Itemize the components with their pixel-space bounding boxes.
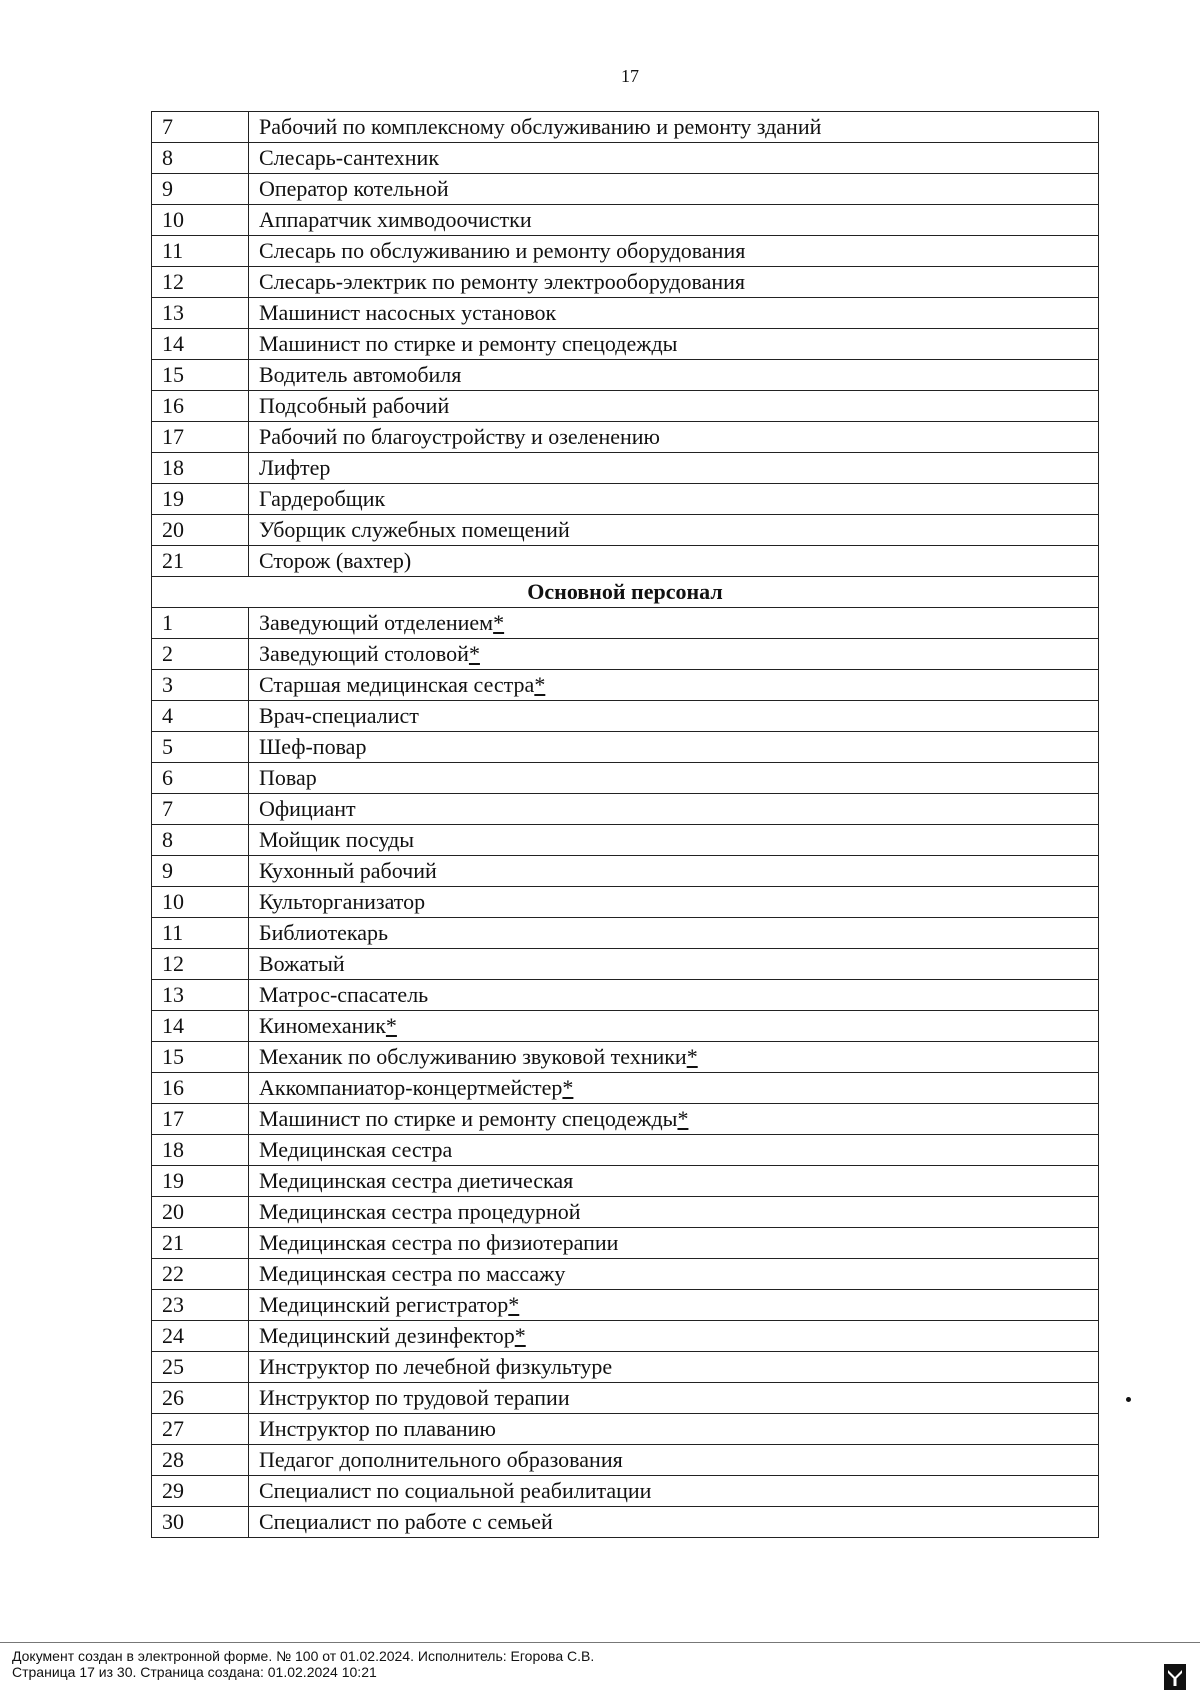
row-number: 17 bbox=[152, 1104, 249, 1135]
table-row bbox=[152, 236, 1099, 267]
table-body-after bbox=[152, 608, 1099, 1538]
row-number: 7 bbox=[152, 112, 249, 143]
table-row bbox=[152, 1383, 1099, 1414]
table-row bbox=[152, 825, 1099, 856]
table-row bbox=[152, 1073, 1099, 1104]
position-title: Медицинский дезинфектор bbox=[259, 1323, 515, 1348]
row-position-title bbox=[249, 825, 1099, 856]
table-row bbox=[152, 980, 1099, 1011]
position-title: Инструктор по трудовой терапии bbox=[259, 1385, 570, 1410]
row-number: 3 bbox=[152, 670, 249, 701]
row-number: 20 bbox=[152, 1197, 249, 1228]
footer-divider bbox=[0, 1642, 1200, 1643]
table-row bbox=[152, 1259, 1099, 1290]
table-row bbox=[152, 267, 1099, 298]
table-row bbox=[152, 143, 1099, 174]
row-position-title bbox=[249, 1135, 1099, 1166]
row-position-title bbox=[249, 918, 1099, 949]
row-position-title bbox=[249, 1352, 1099, 1383]
section-header: Основной персонал bbox=[152, 577, 1099, 608]
position-title: Мойщик посуды bbox=[259, 827, 415, 852]
position-title: Инструктор по лечебной физкультуре bbox=[259, 1354, 613, 1379]
table-row bbox=[152, 887, 1099, 918]
position-title: Киномеханик bbox=[259, 1013, 386, 1038]
row-position-title bbox=[249, 608, 1099, 639]
row-position-title bbox=[249, 794, 1099, 825]
position-title: Шеф-повар bbox=[259, 734, 367, 759]
row-number: 15 bbox=[152, 360, 249, 391]
row-number: 30 bbox=[152, 1507, 249, 1538]
table-row bbox=[152, 608, 1099, 639]
table-row bbox=[152, 1135, 1099, 1166]
row-position-title bbox=[249, 112, 1099, 143]
row-position-title bbox=[249, 1321, 1099, 1352]
row-number: 21 bbox=[152, 546, 249, 577]
row-number: 15 bbox=[152, 1042, 249, 1073]
footnote-asterisk: * bbox=[468, 641, 480, 666]
table-row bbox=[152, 112, 1099, 143]
row-number: 16 bbox=[152, 391, 249, 422]
table-row bbox=[152, 1197, 1099, 1228]
row-position-title bbox=[249, 484, 1099, 515]
table-body-before bbox=[152, 112, 1099, 577]
table-row bbox=[152, 391, 1099, 422]
row-number: 7 bbox=[152, 794, 249, 825]
table-row bbox=[152, 205, 1099, 236]
position-title: Лифтер bbox=[259, 455, 331, 480]
row-position-title bbox=[249, 1166, 1099, 1197]
position-title: Рабочий по комплексному обслуживанию и ремонту зданий bbox=[259, 114, 822, 139]
row-number: 16 bbox=[152, 1073, 249, 1104]
section-row bbox=[152, 577, 1099, 608]
row-number: 24 bbox=[152, 1321, 249, 1352]
footer-line-1: Документ создан в электронной форме. № 100 от 01.02.2024. Исполнитель: Егорова С.В. bbox=[12, 1648, 595, 1664]
row-position-title bbox=[249, 1290, 1099, 1321]
row-position-title bbox=[249, 1259, 1099, 1290]
footnote-asterisk: * bbox=[562, 1075, 574, 1100]
table-row bbox=[152, 918, 1099, 949]
position-title: Кухонный рабочий bbox=[259, 858, 437, 883]
position-title: Медицинская сестра процедурной bbox=[259, 1199, 581, 1224]
row-position-title bbox=[249, 329, 1099, 360]
staff-table bbox=[151, 111, 1099, 1538]
row-position-title bbox=[249, 1476, 1099, 1507]
position-title: Специалист по социальной реабилитации bbox=[259, 1478, 652, 1503]
row-number: 14 bbox=[152, 1011, 249, 1042]
row-number: 26 bbox=[152, 1383, 249, 1414]
row-number: 18 bbox=[152, 1135, 249, 1166]
row-number: 12 bbox=[152, 267, 249, 298]
table-row bbox=[152, 360, 1099, 391]
position-title: Врач-специалист bbox=[259, 703, 419, 728]
row-position-title bbox=[249, 1228, 1099, 1259]
table-row bbox=[152, 453, 1099, 484]
table-row bbox=[152, 329, 1099, 360]
table-row bbox=[152, 1042, 1099, 1073]
table-row bbox=[152, 1104, 1099, 1135]
table-row bbox=[152, 1445, 1099, 1476]
row-position-title bbox=[249, 391, 1099, 422]
row-position-title bbox=[249, 1507, 1099, 1538]
position-title: Машинист по стирке и ремонту спецодежды bbox=[259, 331, 678, 356]
table-row bbox=[152, 422, 1099, 453]
table-row bbox=[152, 639, 1099, 670]
row-position-title bbox=[249, 1445, 1099, 1476]
table-row bbox=[152, 794, 1099, 825]
emblem-icon bbox=[1164, 1664, 1186, 1690]
row-number: 12 bbox=[152, 949, 249, 980]
row-position-title bbox=[249, 236, 1099, 267]
row-number: 19 bbox=[152, 1166, 249, 1197]
row-number: 5 bbox=[152, 732, 249, 763]
row-position-title bbox=[249, 422, 1099, 453]
position-title: Машинист насосных установок bbox=[259, 300, 557, 325]
footnote-asterisk: * bbox=[677, 1106, 689, 1131]
position-title: Подсобный рабочий bbox=[259, 393, 450, 418]
table-row bbox=[152, 1290, 1099, 1321]
row-number: 13 bbox=[152, 298, 249, 329]
table-row bbox=[152, 949, 1099, 980]
row-position-title bbox=[249, 267, 1099, 298]
table-row bbox=[152, 546, 1099, 577]
position-title: Сторож (вахтер) bbox=[259, 548, 412, 573]
row-position-title bbox=[249, 639, 1099, 670]
table-row bbox=[152, 1507, 1099, 1538]
position-title: Аппаратчик химводоочистки bbox=[259, 207, 532, 232]
row-position-title bbox=[249, 515, 1099, 546]
table-row bbox=[152, 1476, 1099, 1507]
row-position-title bbox=[249, 143, 1099, 174]
position-title: Заведующий отделением bbox=[259, 610, 494, 635]
row-position-title bbox=[249, 174, 1099, 205]
position-title: Машинист по стирке и ремонту спецодежды bbox=[259, 1106, 678, 1131]
row-position-title bbox=[249, 670, 1099, 701]
table-row bbox=[152, 174, 1099, 205]
table-row bbox=[152, 701, 1099, 732]
position-title: Оператор котельной bbox=[259, 176, 449, 201]
position-title: Вожатый bbox=[259, 951, 345, 976]
row-number: 10 bbox=[152, 205, 249, 236]
row-number: 9 bbox=[152, 856, 249, 887]
row-position-title bbox=[249, 732, 1099, 763]
row-position-title bbox=[249, 1414, 1099, 1445]
row-position-title bbox=[249, 1197, 1099, 1228]
row-number: 9 bbox=[152, 174, 249, 205]
row-position-title bbox=[249, 1011, 1099, 1042]
table-row bbox=[152, 1352, 1099, 1383]
row-position-title bbox=[249, 1104, 1099, 1135]
position-title: Механик по обслуживанию звуковой техники bbox=[259, 1044, 687, 1069]
position-title: Педагог дополнительного образования bbox=[259, 1447, 623, 1472]
table-row bbox=[152, 732, 1099, 763]
position-title: Медицинская сестра диетическая bbox=[259, 1168, 574, 1193]
table-row bbox=[152, 670, 1099, 701]
position-title: Матрос-спасатель bbox=[259, 982, 429, 1007]
table-row bbox=[152, 1011, 1099, 1042]
table-row bbox=[152, 298, 1099, 329]
row-position-title bbox=[249, 856, 1099, 887]
position-title: Медицинская сестра по физиотерапии bbox=[259, 1230, 619, 1255]
row-number: 27 bbox=[152, 1414, 249, 1445]
row-number: 10 bbox=[152, 887, 249, 918]
table-row bbox=[152, 1414, 1099, 1445]
position-title: Официант bbox=[259, 796, 356, 821]
row-number: 11 bbox=[152, 236, 249, 267]
row-number: 13 bbox=[152, 980, 249, 1011]
footer bbox=[12, 1648, 594, 1680]
footnote-asterisk: * bbox=[493, 610, 505, 635]
row-position-title bbox=[249, 763, 1099, 794]
position-title: Слесарь-электрик по ремонту электрооборудования bbox=[259, 269, 746, 294]
row-number: 17 bbox=[152, 422, 249, 453]
table-row bbox=[152, 484, 1099, 515]
position-title: Рабочий по благоустройству и озеленению bbox=[259, 424, 660, 449]
row-number: 14 bbox=[152, 329, 249, 360]
footer-line-2: Страница 17 из 30. Страница создана: 01.02.2024 10:21 bbox=[12, 1664, 377, 1680]
row-number: 18 bbox=[152, 453, 249, 484]
table-row bbox=[152, 763, 1099, 794]
footnote-asterisk: * bbox=[686, 1044, 698, 1069]
row-position-title bbox=[249, 298, 1099, 329]
row-number: 2 bbox=[152, 639, 249, 670]
position-title: Медицинский регистратор bbox=[259, 1292, 509, 1317]
footnote-asterisk: * bbox=[385, 1013, 397, 1038]
position-title: Слесарь по обслуживанию и ремонту оборудования bbox=[259, 238, 746, 263]
position-title: Повар bbox=[259, 765, 317, 790]
table-row bbox=[152, 856, 1099, 887]
position-title: Медицинская сестра bbox=[259, 1137, 453, 1162]
position-title: Инструктор по плаванию bbox=[259, 1416, 496, 1441]
row-number: 8 bbox=[152, 143, 249, 174]
row-position-title bbox=[249, 205, 1099, 236]
table-row bbox=[152, 1228, 1099, 1259]
footnote-asterisk: * bbox=[508, 1292, 520, 1317]
row-position-title bbox=[249, 1042, 1099, 1073]
row-position-title bbox=[249, 360, 1099, 391]
position-title: Слесарь-сантехник bbox=[259, 145, 440, 170]
row-position-title bbox=[249, 949, 1099, 980]
table-row bbox=[152, 1321, 1099, 1352]
page-number: 17 bbox=[621, 66, 639, 86]
row-number: 29 bbox=[152, 1476, 249, 1507]
row-number: 23 bbox=[152, 1290, 249, 1321]
scan-speck bbox=[1126, 1397, 1131, 1402]
position-title: Специалист по работе с семьей bbox=[259, 1509, 553, 1534]
position-title: Библиотекарь bbox=[259, 920, 389, 945]
footnote-asterisk: * bbox=[514, 1323, 526, 1348]
row-position-title bbox=[249, 1073, 1099, 1104]
row-number: 25 bbox=[152, 1352, 249, 1383]
row-number: 1 bbox=[152, 608, 249, 639]
position-title: Гардеробщик bbox=[259, 486, 386, 511]
row-number: 8 bbox=[152, 825, 249, 856]
section-row-body bbox=[152, 577, 1099, 608]
row-position-title bbox=[249, 980, 1099, 1011]
row-position-title bbox=[249, 1383, 1099, 1414]
footnote-asterisk: * bbox=[534, 672, 546, 697]
row-position-title bbox=[249, 701, 1099, 732]
row-number: 21 bbox=[152, 1228, 249, 1259]
table-row bbox=[152, 515, 1099, 546]
position-title: Медицинская сестра по массажу bbox=[259, 1261, 566, 1286]
row-number: 6 bbox=[152, 763, 249, 794]
position-title: Уборщик служебных помещений bbox=[259, 517, 570, 542]
position-title: Старшая медицинская сестра bbox=[259, 672, 535, 697]
position-title: Водитель автомобиля bbox=[259, 362, 462, 387]
row-number: 19 bbox=[152, 484, 249, 515]
row-position-title bbox=[249, 887, 1099, 918]
row-number: 4 bbox=[152, 701, 249, 732]
row-position-title bbox=[249, 546, 1099, 577]
position-title: Аккомпаниатор-концертмейстер bbox=[259, 1075, 563, 1100]
table-row bbox=[152, 1166, 1099, 1197]
row-number: 22 bbox=[152, 1259, 249, 1290]
position-title: Заведующий столовой bbox=[259, 641, 469, 666]
row-number: 20 bbox=[152, 515, 249, 546]
row-number: 28 bbox=[152, 1445, 249, 1476]
row-position-title bbox=[249, 453, 1099, 484]
row-number: 11 bbox=[152, 918, 249, 949]
position-title: Культорганизатор bbox=[259, 889, 426, 914]
